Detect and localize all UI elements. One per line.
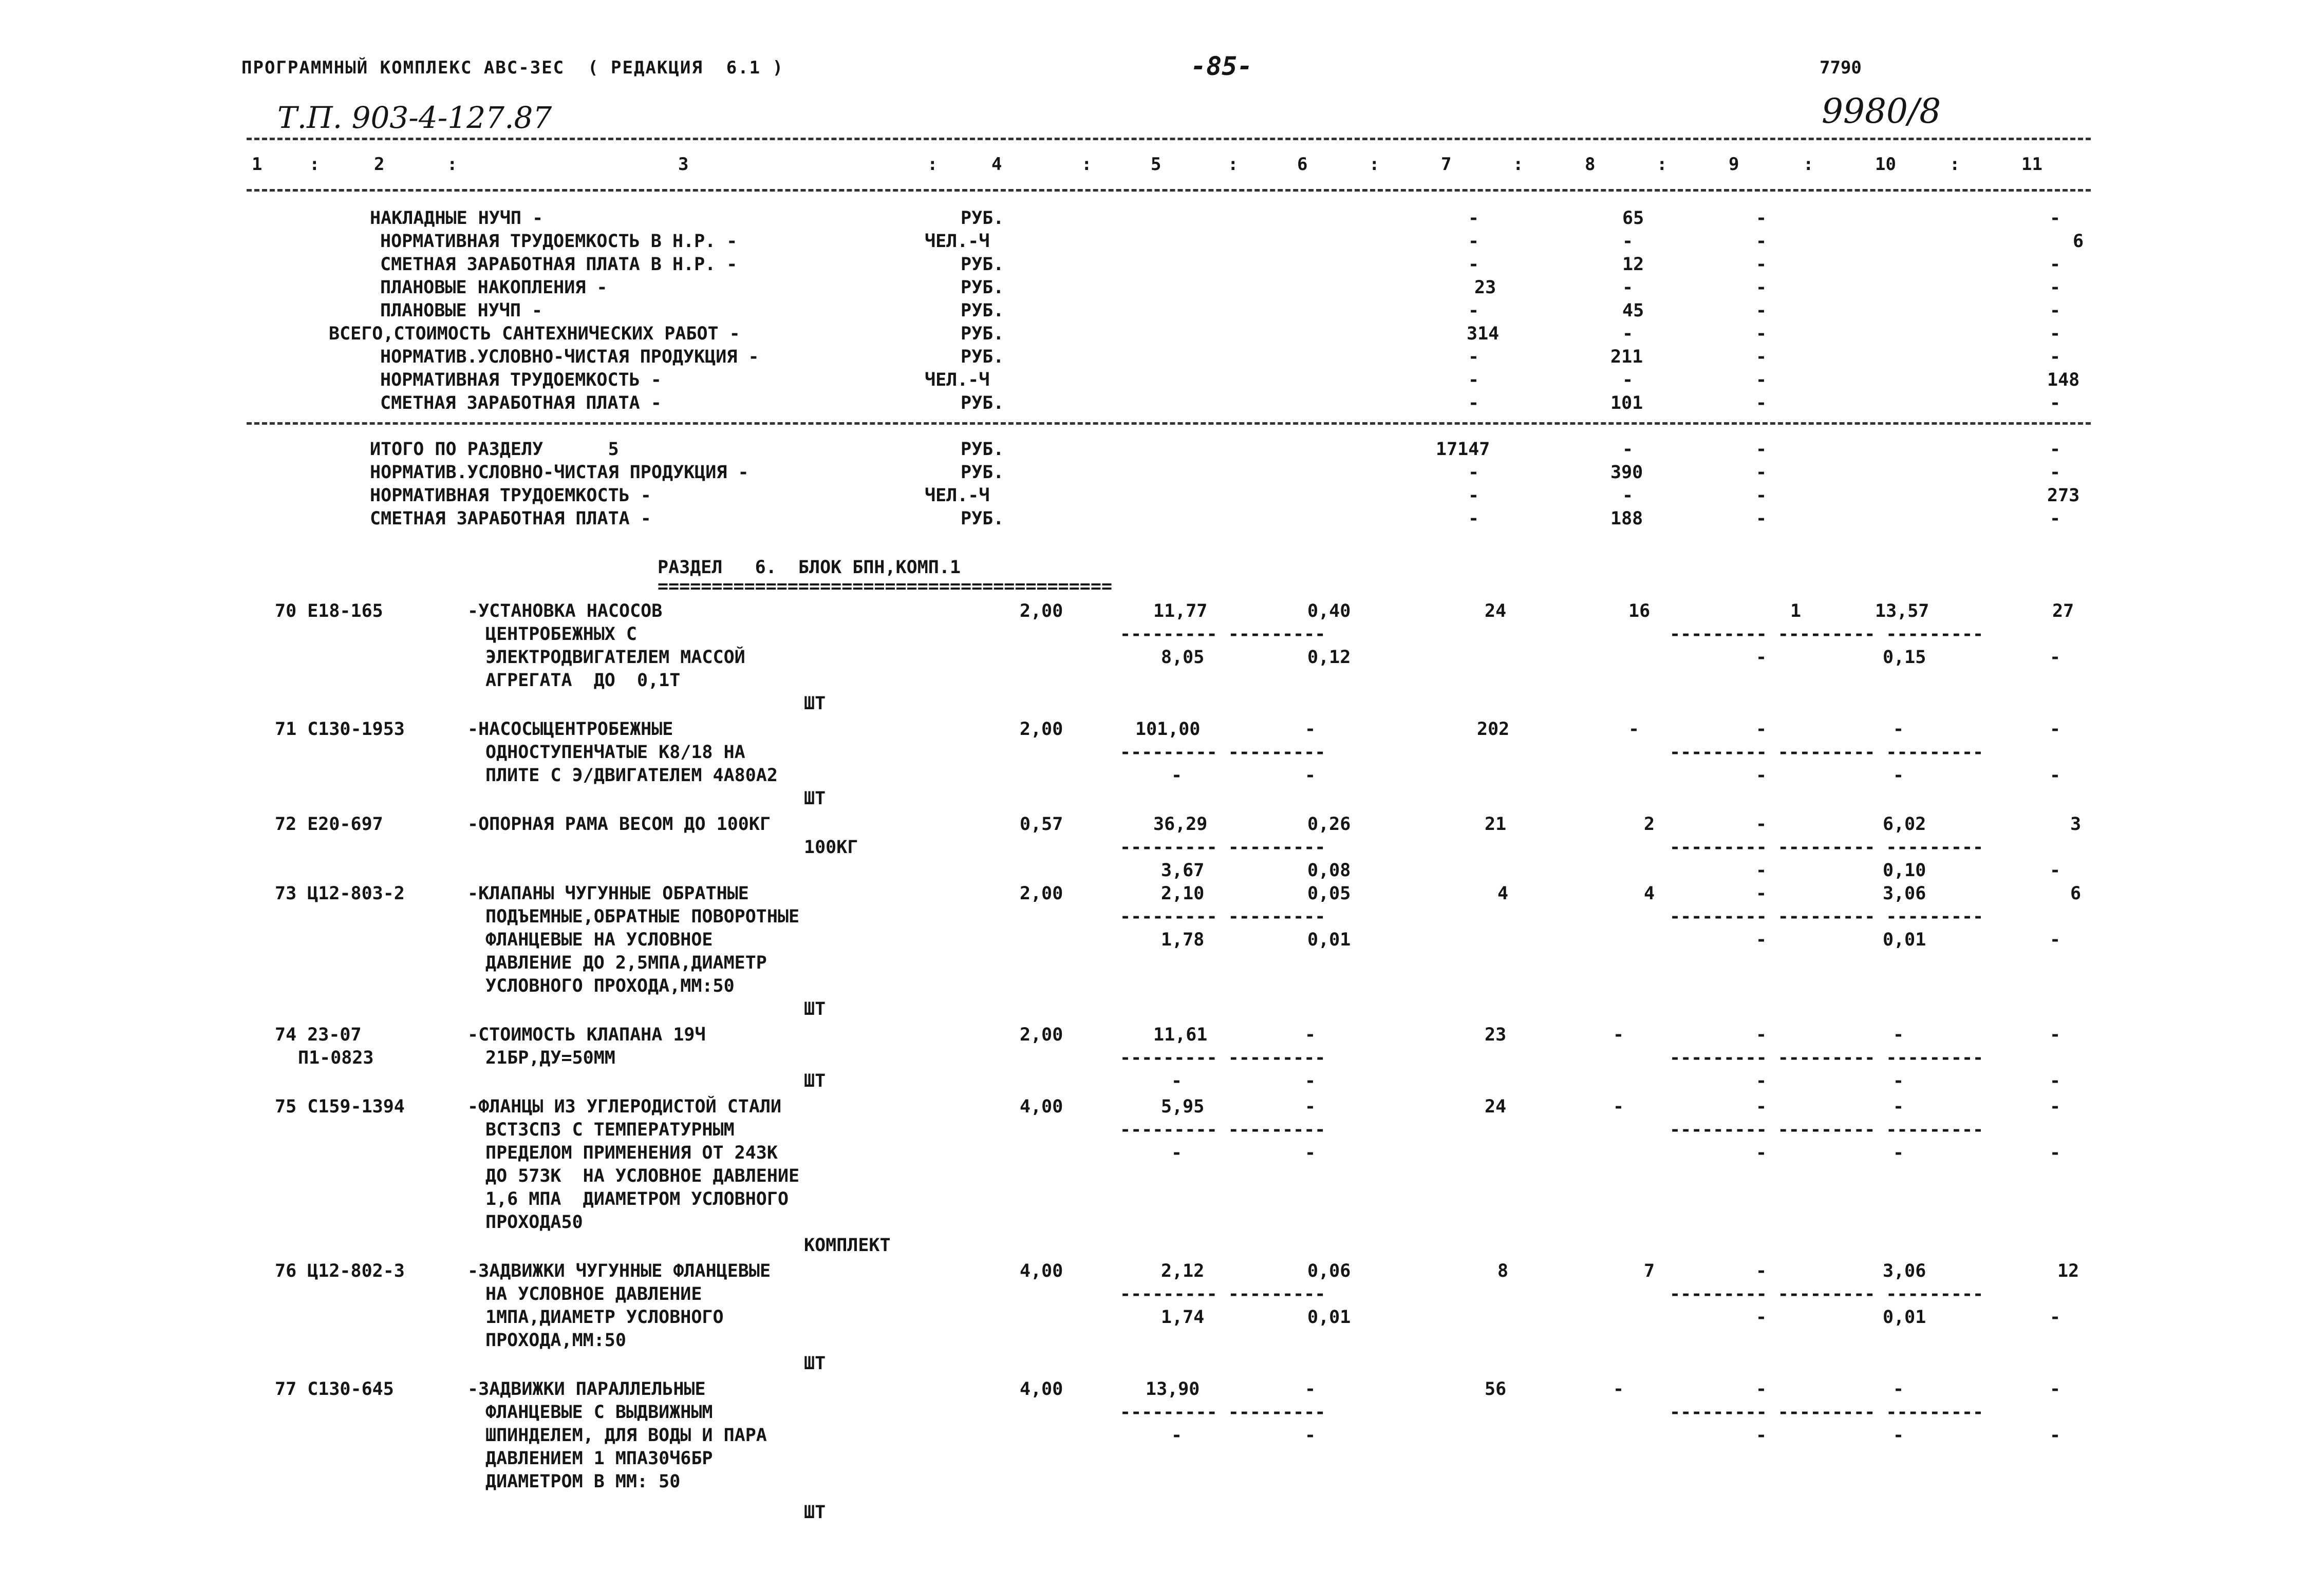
program-header: ПРОГРАММНЫЙ КОМПЛЕКС АВС-3ЕС ( РЕДАКЦИЯ 6.1 ) [241,58,784,78]
sheet-text: --------- --------- --------- [1670,1402,1984,1423]
sheet-text: - [1756,1425,1767,1446]
sheet-text: 3 [2070,814,2082,835]
sheet-text: - [2050,508,2061,529]
sheet-text: 101 [1610,393,1643,413]
sheet-text: 0,40 [1307,601,1351,621]
sheet-text: ПЛАНОВЫЕ НАКОПЛЕНИЯ - [380,277,608,298]
sheet-text: РУБ. [961,277,1004,298]
sheet-text: --------- --------- --------- [1670,906,1984,927]
sheet-text: РУБ. [961,300,1004,321]
sheet-text: СМЕТНАЯ ЗАРАБОТНАЯ ПЛАТА - [370,508,651,529]
sheet-text: 23 [1474,277,1496,298]
sheet-text: 0,01 [1307,1307,1351,1328]
sheet-text: - [1756,508,1767,529]
sheet-text: - [1893,1379,1904,1399]
sheet-text: - [1622,485,1634,506]
sheet-text: 0,01 [1307,930,1351,950]
sheet-text: 202 [1477,719,1510,740]
sheet-text: -ЗАДВИЖКИ ЧУГУННЫЕ ФЛАНЦЕВЫЕ [467,1261,771,1281]
sheet-text: - [1613,1379,1624,1399]
subtotal-divider [247,422,2091,425]
sheet-text: - [1622,231,1634,252]
sheet-text: - [1756,765,1767,786]
sheet-text: ЭЛЕКТРОДВИГАТЕЛЕМ МАССОЙ [485,647,745,668]
sheet-text: - [1756,439,1767,460]
sheet-text: - [2050,930,2061,950]
sheet-text: --------- --------- --------- [1670,837,1984,858]
sheet-text: 211 [1610,347,1643,367]
sheet-text: - [1305,1143,1316,1163]
sheet-text: --------- --------- --------- [1670,742,1984,763]
column-header: 1 [252,154,263,175]
sheet-text: 75 С159-1394 [275,1096,405,1117]
sheet-text: 1 [1790,601,1802,621]
sheet-text: 390 [1610,462,1643,483]
sheet-text: ЧЕЛ.-Ч [925,231,990,252]
sheet-text: 21 [1485,814,1507,835]
sheet-text: 2,12 [1161,1261,1205,1281]
sheet-text: РУБ. [961,324,1004,344]
sheet-text: 1,74 [1161,1307,1205,1328]
sheet-text: - [1756,860,1767,881]
sheet-text: - [2050,1071,2061,1091]
sheet-text: ИТОГО ПО РАЗДЕЛУ 5 [370,439,619,460]
sheet-text: - [1171,1425,1183,1446]
column-header: 2 [374,154,385,175]
sheet-text: 1МПА,ДИАМЕТР УСЛОВНОГО [485,1307,724,1328]
sheet-text: - [2050,347,2061,367]
sheet-text: 273 [2047,485,2080,506]
sheet-text: --------- --------- [1120,837,1326,858]
sheet-text: 56 [1485,1379,1507,1399]
sheet-text: - [2050,208,2061,229]
sheet-text: - [1613,1096,1624,1117]
sheet-text: - [1756,1071,1767,1091]
sheet-text: 6 [2073,231,2084,252]
sheet-text: 6,02 [1883,814,1926,835]
sheet-text: 0,05 [1307,883,1351,904]
sheet-text: -УСТАНОВКА НАСОСОВ [467,601,663,621]
sheet-text: - [1893,765,1904,786]
sheet-text: 24 [1485,1096,1507,1117]
sheet-text: 2 [1644,814,1655,835]
sheet-text: 71 С130-1953 [275,719,405,740]
sheet-text: ВСЕГО,СТОИМОСТЬ САНТЕХНИЧЕСКИХ РАБОТ - [329,324,740,344]
sheet-text: ФЛАНЦЕВЫЕ НА УСЛОВНОЕ [485,930,713,950]
sheet-text: -СТОИМОСТЬ КЛАПАНА 19Ч [467,1025,706,1045]
sheet-text: 4,00 [1020,1379,1063,1399]
column-header: 11 [2021,154,2042,175]
sheet-text: - [2050,765,2061,786]
sheet-text: - [1756,1261,1767,1281]
sheet-text: ШТ [804,693,826,714]
sheet-text: НОРМАТИВНАЯ ТРУДОЕМКОСТЬ - [370,485,651,506]
sheet-text: 188 [1610,508,1643,529]
sheet-text: 3,06 [1883,1261,1926,1281]
sheet-text: - [2050,462,2061,483]
sheet-text: - [1756,1379,1767,1399]
column-header: 8 [1585,154,1596,175]
sheet-text: ФЛАНЦЕВЫЕ С ВЫДВИЖНЫМ [485,1402,713,1423]
sheet-text: -КЛАПАНЫ ЧУГУННЫЕ ОБРАТНЫЕ [467,883,749,904]
sheet-text: - [1622,439,1634,460]
sheet-text: - [1893,1143,1904,1163]
sheet-text: --------- --------- --------- [1670,624,1984,645]
sheet-text: - [1756,1096,1767,1117]
sheet-text: СМЕТНАЯ ЗАРАБОТНАЯ ПЛАТА В Н.Р. - [380,254,738,275]
sheet-text: 2,00 [1020,883,1063,904]
sheet-text: ========================================== [658,576,1113,597]
sheet-text: ДАВЛЕНИЕ ДО 2,5МПА,ДИАМЕТР [485,953,767,973]
sheet-text: - [1756,814,1767,835]
sheet-text: 1,6 МПА ДИАМЕТРОМ УСЛОВНОГО [485,1189,789,1209]
sheet-text: РУБ. [961,254,1004,275]
sheet-text: 12 [1622,254,1644,275]
sheet-text: - [1756,208,1767,229]
sheet-text: - [1893,1425,1904,1446]
sheet-text: 8,05 [1161,647,1205,668]
sheet-text: 4 [1497,883,1509,904]
sheet-text: - [1171,1071,1183,1091]
sheet-text: ДАВЛЕНИЕМ 1 МПА30Ч6БР [485,1448,713,1469]
sheet-text: 16 [1628,601,1651,621]
document-code: 7790 [1820,58,1862,78]
sheet-text: ПЛАНОВЫЕ НУЧП - [380,300,543,321]
sheet-text: - [2050,254,2061,275]
sheet-text: - [1468,508,1479,529]
top-divider [247,138,2091,140]
sheet-text: - [1468,254,1479,275]
sheet-text: П1-0823 [298,1048,374,1068]
sheet-text: 0,01 [1883,1307,1926,1328]
sheet-text: - [1305,1425,1316,1446]
sheet-text: - [1756,462,1767,483]
sheet-text: НОРМАТИВ.УСЛОВНО-ЧИСТАЯ ПРОДУКЦИЯ - [380,347,759,367]
sheet-text: - [1468,393,1479,413]
sheet-text: - [2050,393,2061,413]
sheet-text: 11,61 [1153,1025,1208,1045]
sheet-text: 24 [1485,601,1507,621]
sheet-number: 9980/8 [1822,91,1941,131]
sheet-text: - [1756,930,1767,950]
sheet-text: - [1468,347,1479,367]
sheet-text: 72 Е20-697 [275,814,383,835]
sheet-text: --------- --------- [1120,1402,1326,1423]
sheet-text: ПРЕДЕЛОМ ПРИМЕНЕНИЯ ОТ 243К [485,1143,778,1163]
sheet-text: ПОДЪЕМНЫЕ,ОБРАТНЫЕ ПОВОРОТНЫЕ [485,906,800,927]
sheet-text: 0,01 [1883,930,1926,950]
sheet-text: --------- --------- --------- [1670,1284,1984,1304]
sheet-text: --------- --------- [1120,1284,1326,1304]
sheet-text: 4,00 [1020,1261,1063,1281]
sheet-text: СМЕТНАЯ ЗАРАБОТНАЯ ПЛАТА - [380,393,662,413]
sheet-text: 11,77 [1153,601,1208,621]
sheet-text: 27 [2052,601,2074,621]
sheet-text: - [1756,324,1767,344]
sheet-text: 1,78 [1161,930,1205,950]
sheet-text: 0,08 [1307,860,1351,881]
sheet-text: 74 23-07 [275,1025,362,1045]
sheet-text: - [1756,485,1767,506]
sheet-text: 0,12 [1307,647,1351,668]
sheet-text: 36,29 [1153,814,1208,835]
sheet-text: ПРОХОДА50 [485,1212,583,1233]
sheet-text: - [1628,719,1640,740]
sheet-text: ПРОХОДА,ММ:50 [485,1330,626,1351]
sheet-text: 21БР,ДУ=50ММ [485,1048,615,1068]
sheet-text: -ФЛАНЦЫ ИЗ УГЛЕРОДИСТОЙ СТАЛИ [467,1096,782,1117]
sheet-text: - [2050,1143,2061,1163]
sheet-text: --------- --------- [1120,906,1326,927]
sheet-text: 8 [1497,1261,1509,1281]
sheet-text: РУБ. [961,462,1004,483]
sheet-text: КОМПЛЕКТ [804,1235,891,1256]
sheet-text: - [1622,324,1634,344]
sheet-text: 0,15 [1883,647,1926,668]
sheet-text: РУБ. [961,347,1004,367]
sheet-text: - [1756,254,1767,275]
sheet-text: 23 [1485,1025,1507,1045]
sheet-text: - [2050,719,2061,740]
sheet-text: - [1468,370,1479,390]
sheet-text: ОДНОСТУПЕНЧАТЫЕ К8/18 НА [485,742,745,763]
sheet-text: - [1468,300,1479,321]
column-header: 4 [991,154,1002,175]
sheet-text: --------- --------- [1120,1048,1326,1068]
sheet-text: - [2050,1307,2061,1328]
sheet-text: ДО 573К НА УСЛОВНОЕ ДАВЛЕНИЕ [485,1166,800,1186]
sheet-text: 0,06 [1307,1261,1351,1281]
sheet-text: 314 [1467,324,1500,344]
sheet-text: - [1893,1025,1904,1045]
sheet-text: 7 [1644,1261,1655,1281]
sheet-text: ШПИНДЕЛЕМ, ДЛЯ ВОДЫ И ПАРА [485,1425,767,1446]
sheet-text: 70 Е18-165 [275,601,383,621]
column-header: 10 [1875,154,1896,175]
sheet-text: - [1756,277,1767,298]
sheet-text: ЧЕЛ.-Ч [925,485,990,506]
sheet-text: - [1756,1025,1767,1045]
sheet-text: 12 [2057,1261,2079,1281]
sheet-text: -НАСОСЫЦЕНТРОБЕЖНЫЕ [467,719,673,740]
sheet-text: 101,00 [1135,719,1201,740]
sheet-text: 77 С130-645 [275,1379,394,1399]
sheet-text: - [1756,1143,1767,1163]
sheet-text: - [2050,324,2061,344]
sheet-text: - [1756,719,1767,740]
sheet-text: 76 Ц12-802-3 [275,1261,405,1281]
sheet-text: - [1305,1096,1316,1117]
sheet-text: 45 [1622,300,1644,321]
sheet-text: - [1756,300,1767,321]
sheet-text: - [1756,231,1767,252]
project-number: Т.П. 903-4-127.87 [277,100,552,135]
sheet-text: РУБ. [961,439,1004,460]
sheet-text: 17147 [1436,439,1490,460]
page-number: -85- [1191,51,1253,81]
sheet-text: ЦЕНТРОБЕЖНЫХ С [485,624,638,645]
column-header: 6 [1297,154,1308,175]
sheet-text: РАЗДЕЛ 6. БЛОК БПН,КОМП.1 [658,557,961,578]
sheet-text: РУБ. [961,508,1004,529]
sheet-text: --------- --------- --------- [1670,1048,1984,1068]
sheet-text: ШТ [804,1353,826,1374]
sheet-text: - [2050,1025,2061,1045]
sheet-text: - [1305,1025,1316,1045]
sheet-text: - [1468,208,1479,229]
header-divider [247,189,2091,192]
sheet-text: -ЗАДВИЖКИ ПАРАЛЛЕЛЬНЫЕ [467,1379,706,1399]
sheet-text: ВСТ3СП3 С ТЕМПЕРАТУРНЫМ [485,1120,735,1140]
sheet-text: НОРМАТИВНАЯ ТРУДОЕМКОСТЬ В Н.Р. - [380,231,738,252]
sheet-text: - [1305,1379,1316,1399]
column-header: 5 [1151,154,1161,175]
sheet-text: 0,57 [1020,814,1063,835]
sheet-text: - [1756,347,1767,367]
sheet-text: 73 Ц12-803-2 [275,883,405,904]
sheet-text: - [2050,1096,2061,1117]
sheet-text: - [1893,719,1904,740]
column-header: 9 [1729,154,1739,175]
sheet-text: -ОПОРНАЯ РАМА ВЕСОМ ДО 100КГ [467,814,771,835]
sheet-text: - [1305,1071,1316,1091]
sheet-text: - [1468,231,1479,252]
sheet-text: - [1893,1096,1904,1117]
sheet-text: --------- --------- --------- [1670,1120,1984,1140]
sheet-text: ШТ [804,1502,826,1523]
sheet-text: АГРЕГАТА ДО 0,1Т [485,670,681,691]
sheet-text: - [1613,1025,1624,1045]
sheet-text: НАКЛАДНЫЕ НУЧП - [370,208,543,229]
sheet-text: - [1171,765,1183,786]
sheet-text: - [1622,370,1634,390]
sheet-text: - [1171,1143,1183,1163]
sheet-text: 100КГ [804,837,858,858]
sheet-text: РУБ. [961,208,1004,229]
column-header: 7 [1441,154,1452,175]
sheet-text: - [1756,1307,1767,1328]
sheet-text: 2,10 [1161,883,1205,904]
sheet-text: 4,00 [1020,1096,1063,1117]
sheet-text: 0,26 [1307,814,1351,835]
sheet-text: - [2050,1425,2061,1446]
sheet-text: - [1893,1071,1904,1091]
sheet-text: 13,57 [1875,601,1929,621]
sheet-text: ШТ [804,1071,826,1091]
sheet-text: 5,95 [1161,1096,1205,1117]
sheet-text: --------- --------- [1120,1120,1326,1140]
column-header: 3 [678,154,689,175]
sheet-text: - [1756,647,1767,668]
sheet-text: - [1305,719,1316,740]
sheet-text: - [1305,765,1316,786]
sheet-text: - [2050,647,2061,668]
sheet-text: РУБ. [961,393,1004,413]
sheet-text: - [1756,370,1767,390]
sheet-text: 148 [2047,370,2080,390]
sheet-text: 2,00 [1020,1025,1063,1045]
sheet-text: ШТ [804,788,826,809]
sheet-text: - [2050,439,2061,460]
sheet-text: 3,67 [1161,860,1205,881]
sheet-text: 65 [1622,208,1644,229]
sheet-text: - [1468,485,1479,506]
sheet-text: 4 [1644,883,1655,904]
sheet-text: - [2050,860,2061,881]
sheet-text: - [1756,883,1767,904]
sheet-text: 13,90 [1146,1379,1200,1399]
sheet-text: НОРМАТИВ.УСЛОВНО-ЧИСТАЯ ПРОДУКЦИЯ - [370,462,749,483]
sheet-text: ШТ [804,999,826,1019]
sheet-text: - [2050,277,2061,298]
sheet-text: --------- --------- [1120,742,1326,763]
sheet-text: 6 [2070,883,2082,904]
sheet-text: НА УСЛОВНОЕ ДАВЛЕНИЕ [485,1284,702,1304]
sheet-text: 3,06 [1883,883,1926,904]
sheet-text: 2,00 [1020,719,1063,740]
sheet-text: - [1468,462,1479,483]
sheet-text: - [2050,1379,2061,1399]
sheet-text: ЧЕЛ.-Ч [925,370,990,390]
sheet-text: - [1622,277,1634,298]
sheet-text: --------- --------- [1120,624,1326,645]
sheet-text: 2,00 [1020,601,1063,621]
sheet-text: ПЛИТЕ С Э/ДВИГАТЕЛЕМ 4А80А2 [485,765,778,786]
sheet-text: УСЛОВНОГО ПРОХОДА,ММ:50 [485,976,735,996]
sheet-text: 0,10 [1883,860,1926,881]
sheet-text: - [2050,300,2061,321]
sheet-text: ДИАМЕТРОМ В ММ: 50 [485,1471,681,1492]
sheet-text: НОРМАТИВНАЯ ТРУДОЕМКОСТЬ - [380,370,662,390]
sheet-text: - [1756,393,1767,413]
